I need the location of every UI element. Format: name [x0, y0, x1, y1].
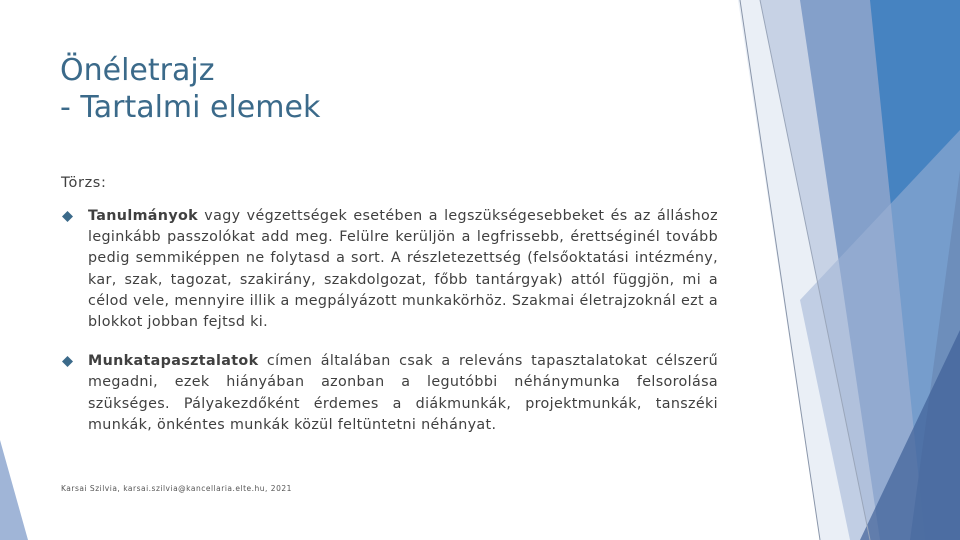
bullet-text: címen általában csak a releváns tapasztalatokat célszerű megadni, ezek hiányában azonban a legutóbbi néhánymunka felsorolása szükséges. Pályakezdőként érdemes a diákmunkák, projektmunkák, tanszéki munkák, önkéntes munkák közül feltüntetni néhányat. — [88, 353, 718, 433]
diamond-bullet-icon — [62, 211, 73, 222]
bullet-bold-term: Tanulmányok — [88, 208, 199, 224]
left-corner-triangle — [0, 440, 28, 540]
bullet-text: vagy végzettségek esetében a legszükségesebbeket és az álláshoz leginkább passzolókat add meg. Felülre kerüljön a legfrissebb, érettséginél tovább pedig semmiképpen ne folytasd a sort. A részletezettség (felsőoktatási intézmény, kar, szak, tagozat, szakirány, szakdolgozat, főbb tantárgyak) attól függjön, mi a célod vele, mennyire illik a megpályázott munkakörhöz. Szakmai életrajzoknál ezt a blokkot jobban fejtsd ki. — [88, 208, 718, 331]
footer-text: Karsai Szilvia, karsai.szilvia@kancellaria.elte.hu, 2021 — [61, 484, 292, 493]
section-label: Törzs: — [61, 175, 107, 191]
bullet-item-experience — [62, 351, 718, 436]
diamond-bullet-icon — [62, 356, 73, 367]
bullet-item-studies — [62, 206, 718, 333]
bullet-bold-term: Munkatapasztalatok — [88, 353, 259, 370]
title-line-1: Önéletrajz — [60, 53, 215, 88]
title-line-2: - Tartalmi elemek — [60, 90, 321, 125]
slide-title — [60, 52, 680, 126]
bullet-list — [62, 206, 718, 454]
